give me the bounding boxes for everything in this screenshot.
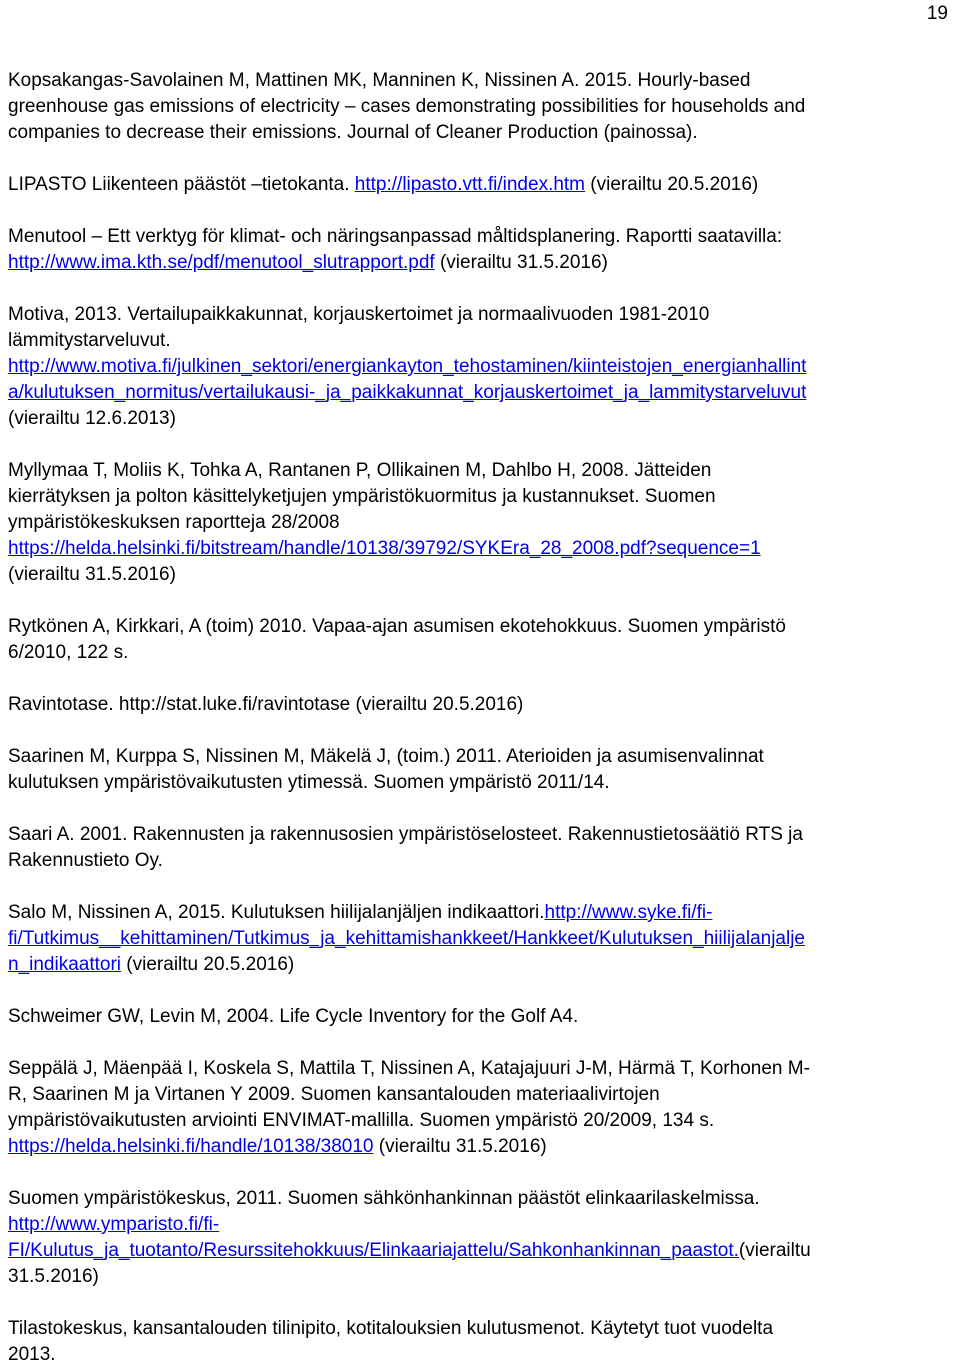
reference-link[interactable]: http://www.ymparisto.fi/fi- xyxy=(8,1214,220,1235)
reference-text: (vierailtu 31.5.2016) xyxy=(373,1136,547,1157)
reference-link[interactable]: a/kulutuksen_normitus/vertailukausi-_ja_paikkakunnat_korjauskertoimet_ja_lammitystarveluvut xyxy=(8,382,807,403)
reference-entry xyxy=(8,1056,952,1160)
reference-text: (vierailtu xyxy=(738,1240,811,1261)
reference-entry xyxy=(8,224,952,276)
reference-entry xyxy=(8,172,952,198)
reference-line xyxy=(8,1134,952,1160)
reference-text: Rakennustieto Oy. xyxy=(8,850,163,871)
reference-link[interactable]: http://www.ima.kth.se/pdf/menutool_slutrapport.pdf xyxy=(8,252,435,273)
reference-text: ympäristövaikutusten arviointi ENVIMAT-mallilla. Suomen ympäristö 20/2009, 134 s. xyxy=(8,1110,715,1131)
reference-line xyxy=(8,1316,952,1342)
reference-text: 6/2010, 122 s. xyxy=(8,642,129,663)
reference-text: kulutuksen ympäristövaikutusten ytimessä. Suomen ympäristö 2011/14. xyxy=(8,772,610,793)
reference-line xyxy=(8,848,952,874)
reference-text: (vierailtu 31.5.2016) xyxy=(8,564,176,585)
reference-link[interactable]: n_indikaattori xyxy=(8,954,122,975)
reference-entry xyxy=(8,68,952,146)
reference-text: greenhouse gas emissions of electricity – cases demonstrating possibilities for households and xyxy=(8,96,806,117)
reference-text: Saari A. 2001. Rakennusten ja rakennusosien ympäristöselosteet. Rakennustietosäätiö RTS ja xyxy=(8,824,803,845)
reference-line xyxy=(8,614,952,640)
reference-line xyxy=(8,822,952,848)
reference-text: companies to decrease their emissions. Journal of Cleaner Production (painossa). xyxy=(8,122,698,143)
reference-link[interactable]: https://helda.helsinki.fi/bitstream/handle/10138/39792/SYKEra_28_2008.pdf?sequence=1 xyxy=(8,538,761,559)
reference-text: Saarinen M, Kurppa S, Nissinen M, Mäkelä J, (toim.) 2011. Aterioiden ja asumisenvalinnat xyxy=(8,746,764,767)
reference-line xyxy=(8,952,952,978)
reference-line xyxy=(8,1056,952,1082)
reference-line xyxy=(8,1186,952,1212)
reference-text: kierrätyksen ja polton käsittelyketjujen ympäristökuormitus ja kustannukset. Suomen xyxy=(8,486,716,507)
reference-entry xyxy=(8,692,952,718)
reference-entry xyxy=(8,900,952,978)
reference-entry xyxy=(8,1316,952,1368)
reference-line xyxy=(8,1264,952,1290)
reference-text: Seppälä J, Mäenpää I, Koskela S, Mattila T, Nissinen A, Katajajuuri J-M, Härmä T, Korhonen M- xyxy=(8,1058,810,1079)
reference-line xyxy=(8,172,952,198)
reference-link[interactable]: https://helda.helsinki.fi/handle/10138/38010 xyxy=(8,1136,374,1157)
reference-line xyxy=(8,1342,952,1368)
reference-line xyxy=(8,900,952,926)
reference-link[interactable]: fi/Tutkimus__kehittaminen/Tutkimus_ja_kehittamishankkeet/Hankkeet/Kulutuksen_hiilijalanjalje xyxy=(8,928,805,949)
reference-line xyxy=(8,224,952,250)
page-number: 19 xyxy=(926,3,948,24)
reference-entry xyxy=(8,744,952,796)
reference-entry xyxy=(8,614,952,666)
reference-text: lämmitystarveluvut. xyxy=(8,330,171,351)
reference-link[interactable]: http://www.syke.fi/fi- xyxy=(544,902,713,923)
reference-text: Myllymaa T, Moliis K, Tohka A, Rantanen P, Ollikainen M, Dahlbo H, 2008. Jätteiden xyxy=(8,460,712,481)
reference-line xyxy=(8,1238,952,1264)
reference-text: Suomen ympäristökeskus, 2011. Suomen sähkönhankinnan päästöt elinkaarilaskelmissa. xyxy=(8,1188,760,1209)
reference-line xyxy=(8,692,952,718)
reference-entry xyxy=(8,822,952,874)
reference-entry xyxy=(8,1004,952,1030)
reference-text: Menutool – Ett verktyg för klimat- och näringsanpassad måltidsplanering. Raportti saatavilla: xyxy=(8,226,783,247)
reference-line xyxy=(8,1082,952,1108)
reference-line xyxy=(8,1108,952,1134)
reference-line xyxy=(8,120,952,146)
reference-entry xyxy=(8,1186,952,1290)
reference-text: (vierailtu 12.6.2013) xyxy=(8,408,176,429)
reference-line xyxy=(8,68,952,94)
reference-line xyxy=(8,640,952,666)
reference-text: Kopsakangas-Savolainen M, Mattinen MK, Manninen K, Nissinen A. 2015. Hourly-based xyxy=(8,70,751,91)
reference-line xyxy=(8,1212,952,1238)
reference-line xyxy=(8,926,952,952)
reference-link[interactable]: http://www.motiva.fi/julkinen_sektori/energiankayton_tehostaminen/kiinteistojen_energianhallint xyxy=(8,356,807,377)
reference-line xyxy=(8,354,952,380)
reference-text: Salo M, Nissinen A, 2015. Kulutuksen hiilijalanjäljen indikaattori. xyxy=(8,902,545,923)
reference-line xyxy=(8,458,952,484)
reference-text: Schweimer GW, Levin M, 2004. Life Cycle Inventory for the Golf A4. xyxy=(8,1006,579,1027)
reference-text: Tilastokeskus, kansantalouden tilinipito, kotitalouksien kulutusmenot. Käytetyt tuot vuodelta xyxy=(8,1318,774,1339)
reference-line xyxy=(8,302,952,328)
reference-text: (vierailtu 31.5.2016) xyxy=(434,252,608,273)
reference-text: (vierailtu 20.5.2016) xyxy=(121,954,295,975)
reference-line xyxy=(8,380,952,406)
reference-entry xyxy=(8,458,952,588)
reference-text: 31.5.2016) xyxy=(8,1266,99,1287)
reference-link[interactable]: http://lipasto.vtt.fi/index.htm xyxy=(354,174,586,195)
reference-line xyxy=(8,562,952,588)
reference-text: Rytkönen A, Kirkkari, A (toim) 2010. Vapaa-ajan asumisen ekotehokkuus. Suomen ympäristö xyxy=(8,616,786,637)
reference-text: R, Saarinen M ja Virtanen Y 2009. Suomen kansantalouden materiaalivirtojen xyxy=(8,1084,660,1105)
reference-line xyxy=(8,406,952,432)
reference-link[interactable]: FI/Kulutus_ja_tuotanto/Resurssitehokkuus/Elinkaariajattelu/Sahkonhankinnan_paastot. xyxy=(8,1240,739,1261)
reference-entry xyxy=(8,302,952,432)
reference-line xyxy=(8,1004,952,1030)
reference-text: (vierailtu 20.5.2016) xyxy=(585,174,759,195)
reference-line xyxy=(8,250,952,276)
reference-line xyxy=(8,94,952,120)
reference-line xyxy=(8,328,952,354)
reference-text: Ravintotase. http://stat.luke.fi/ravintotase (vierailtu 20.5.2016) xyxy=(8,694,524,715)
reference-line xyxy=(8,744,952,770)
reference-text: ympäristökeskuksen raportteja 28/2008 xyxy=(8,512,340,533)
reference-text: Motiva, 2013. Vertailupaikkakunnat, korjauskertoimet ja normaalivuoden 1981-2010 xyxy=(8,304,710,325)
reference-line xyxy=(8,536,952,562)
reference-line xyxy=(8,484,952,510)
reference-text: LIPASTO Liikenteen päästöt –tietokanta. xyxy=(8,174,355,195)
reference-line xyxy=(8,510,952,536)
reference-text: 2013. xyxy=(8,1344,56,1365)
reference-line xyxy=(8,770,952,796)
